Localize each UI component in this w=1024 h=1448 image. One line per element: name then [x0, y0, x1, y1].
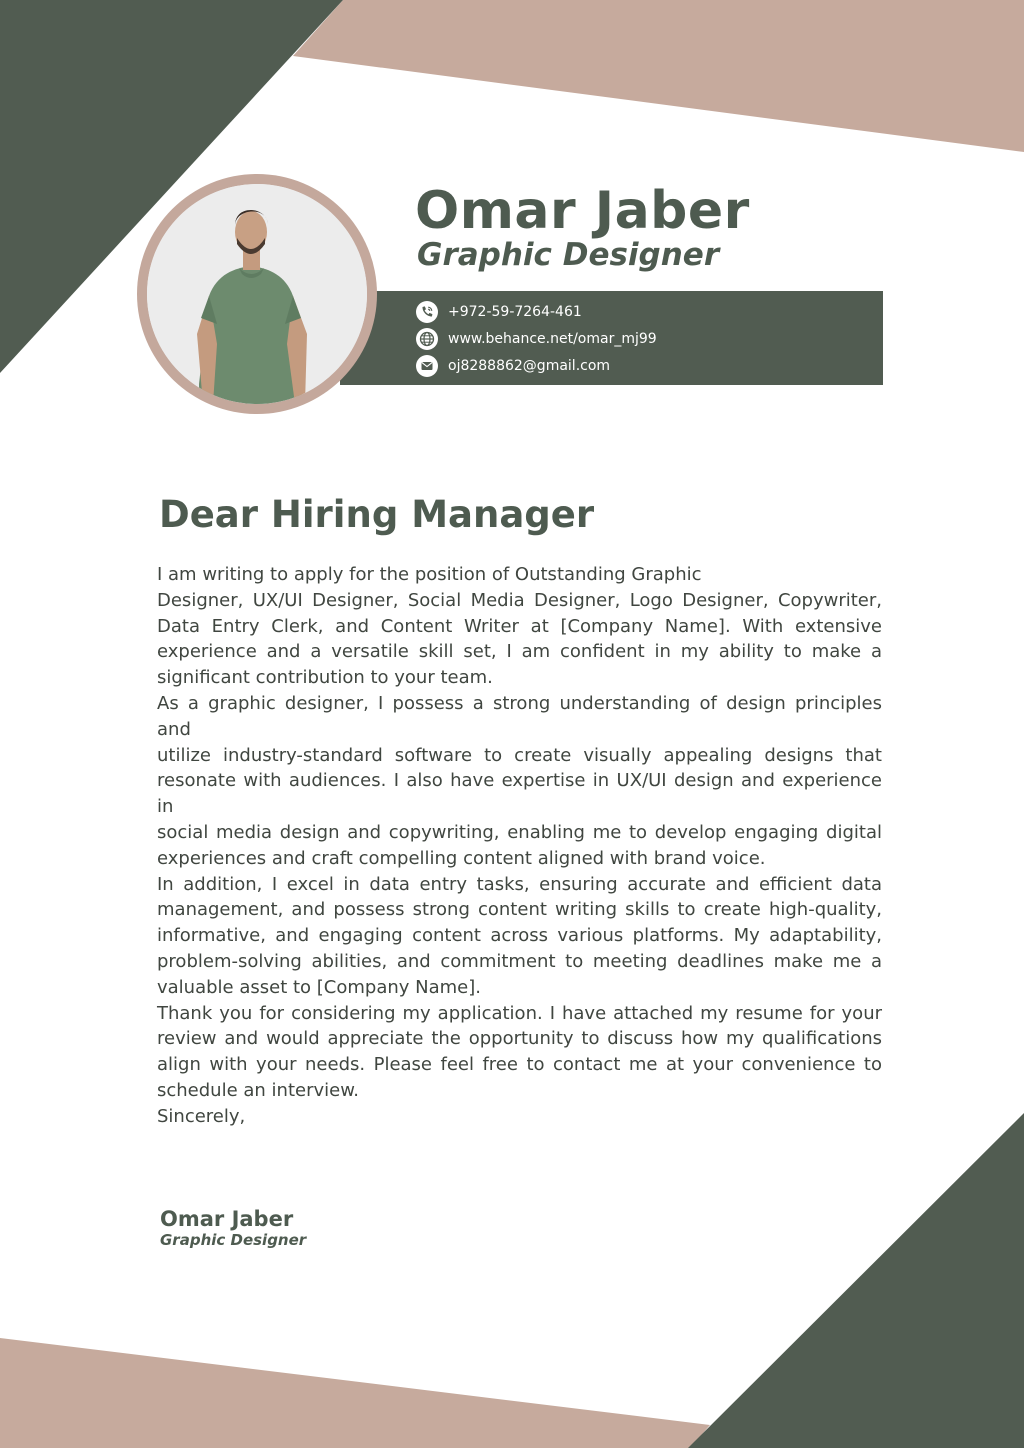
top-rose-band: [293, 0, 1024, 152]
envelope-icon: [416, 355, 438, 377]
contact-website: [416, 328, 657, 350]
letter-line: I am writing to apply for the position of Outstanding Graphic: [157, 564, 702, 585]
letter-line: social media design and copywriting, enabling me to develop engaging digital: [157, 821, 882, 843]
signature-name: Omar Jaber: [160, 1207, 294, 1231]
letter-line: review and would appreciate the opportunity to discuss how my qualifications: [157, 1028, 882, 1050]
letter-line: As a graphic designer, I possess a strong understanding of design principles and: [157, 692, 882, 740]
website-link[interactable]: www.behance.net/omar_mj99: [448, 331, 657, 347]
letter-line: utilize industry-standard software to create visually appealing designs that: [157, 744, 882, 766]
globe-icon: [416, 328, 438, 350]
phone-number[interactable]: +972-59-7264-461: [448, 304, 582, 320]
phone-icon: [416, 301, 438, 323]
letter-line: Data Entry Clerk, and Content Writer at [Company Name]. With extensive: [157, 615, 882, 637]
letter-line: In addition, I excel in data entry tasks, ensuring accurate and efficient data: [157, 873, 882, 895]
profile-photo: [147, 184, 367, 404]
letter-line: management, and possess strong content writing skills to create high-quality,: [157, 899, 882, 921]
letter-closing: Sincerely,: [157, 1105, 246, 1127]
letter-line: problem-solving abilities, and commitment to meeting deadlines make me a: [157, 950, 882, 972]
signature-role: Graphic Designer: [160, 1231, 307, 1249]
email-link[interactable]: oj8288862@gmail.com: [448, 358, 611, 374]
letter-line: valuable asset to [Company Name].: [157, 976, 481, 998]
contact-email: [416, 355, 610, 377]
header-role: Graphic Designer: [417, 237, 720, 273]
letter-line: informative, and engaging content across various platforms. My adaptability,: [157, 925, 882, 947]
bottom-rose-band: [0, 1338, 710, 1448]
profile-photo-frame: [137, 174, 377, 414]
contact-phone: [416, 301, 582, 323]
bottom-right-green-triangle: [688, 1113, 1024, 1448]
letter-line: Thank you for considering my application. I have attached my resume for your: [157, 1002, 882, 1024]
letter-line: resonate with audiences. I also have expertise in UX/UI design and experience in: [157, 770, 882, 818]
letter-line: experience and a versatile skill set, I am confident in my ability to make a: [157, 641, 882, 663]
letter-line: significant contribution to your team.: [157, 667, 493, 689]
letter-line: experiences and craft compelling content aligned with brand voice.: [157, 847, 766, 869]
letter-line: schedule an interview.: [157, 1079, 360, 1101]
letter-line: align with your needs. Please feel free to contact me at your convenience to: [157, 1054, 882, 1076]
letter-body: [157, 562, 882, 1130]
contact-bar: [340, 291, 883, 385]
header-name: Omar Jaber: [415, 181, 750, 241]
letter-greeting: Dear Hiring Manager: [159, 493, 595, 536]
letter-line: Designer, UX/UI Designer, Social Media Designer, Logo Designer, Copywriter,: [157, 589, 882, 611]
